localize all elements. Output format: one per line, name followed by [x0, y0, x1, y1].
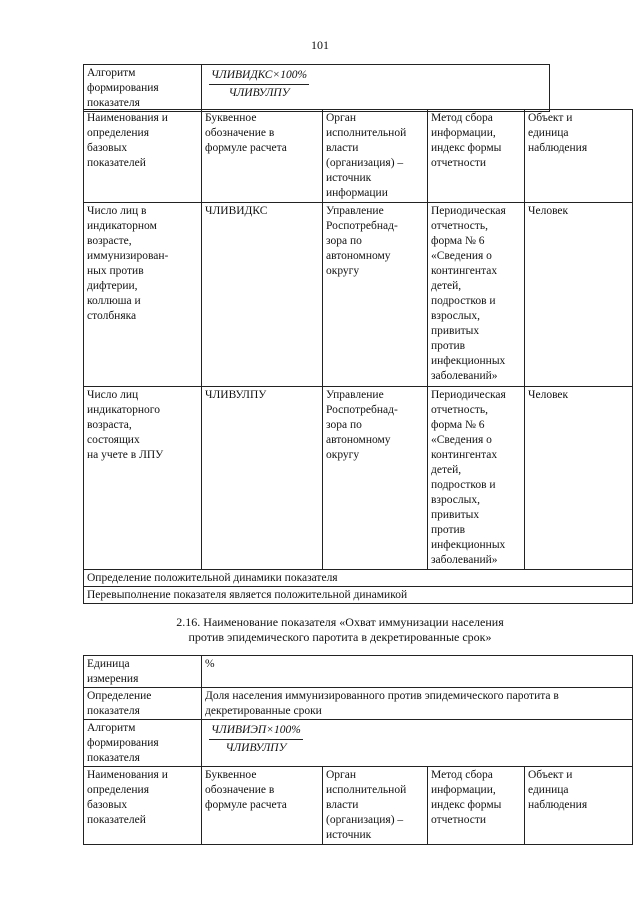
- formula-cell: [202, 720, 633, 767]
- footer-row-2: [84, 587, 633, 604]
- header-authority: Орган исполнительной власти (организация) – источник информации: [323, 110, 428, 203]
- indicator-table-1: [83, 64, 550, 112]
- row-authority: Управление Роспотребнад- зора по автономному округу: [323, 387, 428, 570]
- unit-row: [84, 656, 633, 688]
- unit-label: Единица измерения: [84, 656, 202, 688]
- indicator-table-2: [83, 655, 633, 845]
- row-authority: Управление Роспотребнад- зора по автономному округу: [323, 203, 428, 387]
- page-number: 101: [311, 38, 329, 52]
- algorithm-row: [84, 720, 633, 767]
- row-name: Число лиц в индикаторном возрасте, иммунизирован- ных против дифтерии, коллюша и столбняка: [84, 203, 202, 387]
- row-symbol: ЧЛИВИДКС: [202, 203, 323, 387]
- definition-row: [84, 688, 633, 720]
- header-row: [84, 767, 633, 845]
- algorithm-row: [84, 65, 550, 112]
- unit-value: %: [202, 656, 633, 688]
- header-name: Наименования и определения базовых показателей: [84, 110, 202, 203]
- indicator-table-1-body: [83, 109, 633, 604]
- footer-dynamics-label: Определение положительной динамики показателя: [84, 570, 633, 587]
- algorithm-label: Алгоритм формирования показателя: [84, 65, 202, 112]
- row-object: Человек: [525, 203, 633, 387]
- row-object: Человек: [525, 387, 633, 570]
- header-authority: Орган исполнительной власти (организация) – источник: [323, 767, 428, 845]
- definition-value: Доля населения иммунизированного против эпидемического паротита в декретированные сроки: [202, 688, 633, 720]
- header-symbol: Буквенное обозначение в формуле расчета: [202, 767, 323, 845]
- algorithm-label: Алгоритм формирования показателя: [84, 720, 202, 767]
- header-method: Метод сбора информации, индекс формы отчетности: [428, 110, 525, 203]
- formula-denominator: ЧЛИВУЛПУ: [228, 87, 290, 99]
- formula-numerator: ЧЛИВИЭП×100%: [209, 723, 303, 740]
- header-method: Метод сбора информации, индекс формы отчетности: [428, 767, 525, 845]
- formula: [205, 721, 303, 756]
- section-heading: 2.16. Наименование показателя «Охват иммунизации населения против эпидемического паротита в декретированные срок»: [176, 615, 504, 644]
- definition-label: Определение показателя: [84, 688, 202, 720]
- table-row: [84, 387, 633, 570]
- header-symbol: Буквенное обозначение в формуле расчета: [202, 110, 323, 203]
- table-row: [84, 203, 633, 387]
- row-name: Число лиц индикаторного возраста, состоящих на учете в ЛПУ: [84, 387, 202, 570]
- row-method: Периодическая отчетность, форма № 6 «Сведения о контингентах детей, подростков и взрослых, привитых против инфекционных заболеваний»: [428, 203, 525, 387]
- header-name: Наименования и определения базовых показателей: [84, 767, 202, 845]
- header-object: Объект и единица наблюдения: [525, 110, 633, 203]
- formula-denominator: ЧЛИВУЛПУ: [225, 742, 287, 754]
- header-row: [84, 110, 633, 203]
- row-symbol: ЧЛИВУЛПУ: [202, 387, 323, 570]
- footer-dynamics-value: Перевыполнение показателя является положительной динамикой: [84, 587, 633, 604]
- formula-numerator: ЧЛИВИДКС×100%: [209, 68, 309, 85]
- formula: [205, 66, 309, 101]
- formula-cell: [202, 65, 550, 112]
- header-object: Объект и единица наблюдения: [525, 767, 633, 845]
- footer-row-1: [84, 570, 633, 587]
- row-method: Периодическая отчетность, форма № 6 «Сведения о контингентах детей, подростков и взрослых, привитых против инфекционных заболеваний»: [428, 387, 525, 570]
